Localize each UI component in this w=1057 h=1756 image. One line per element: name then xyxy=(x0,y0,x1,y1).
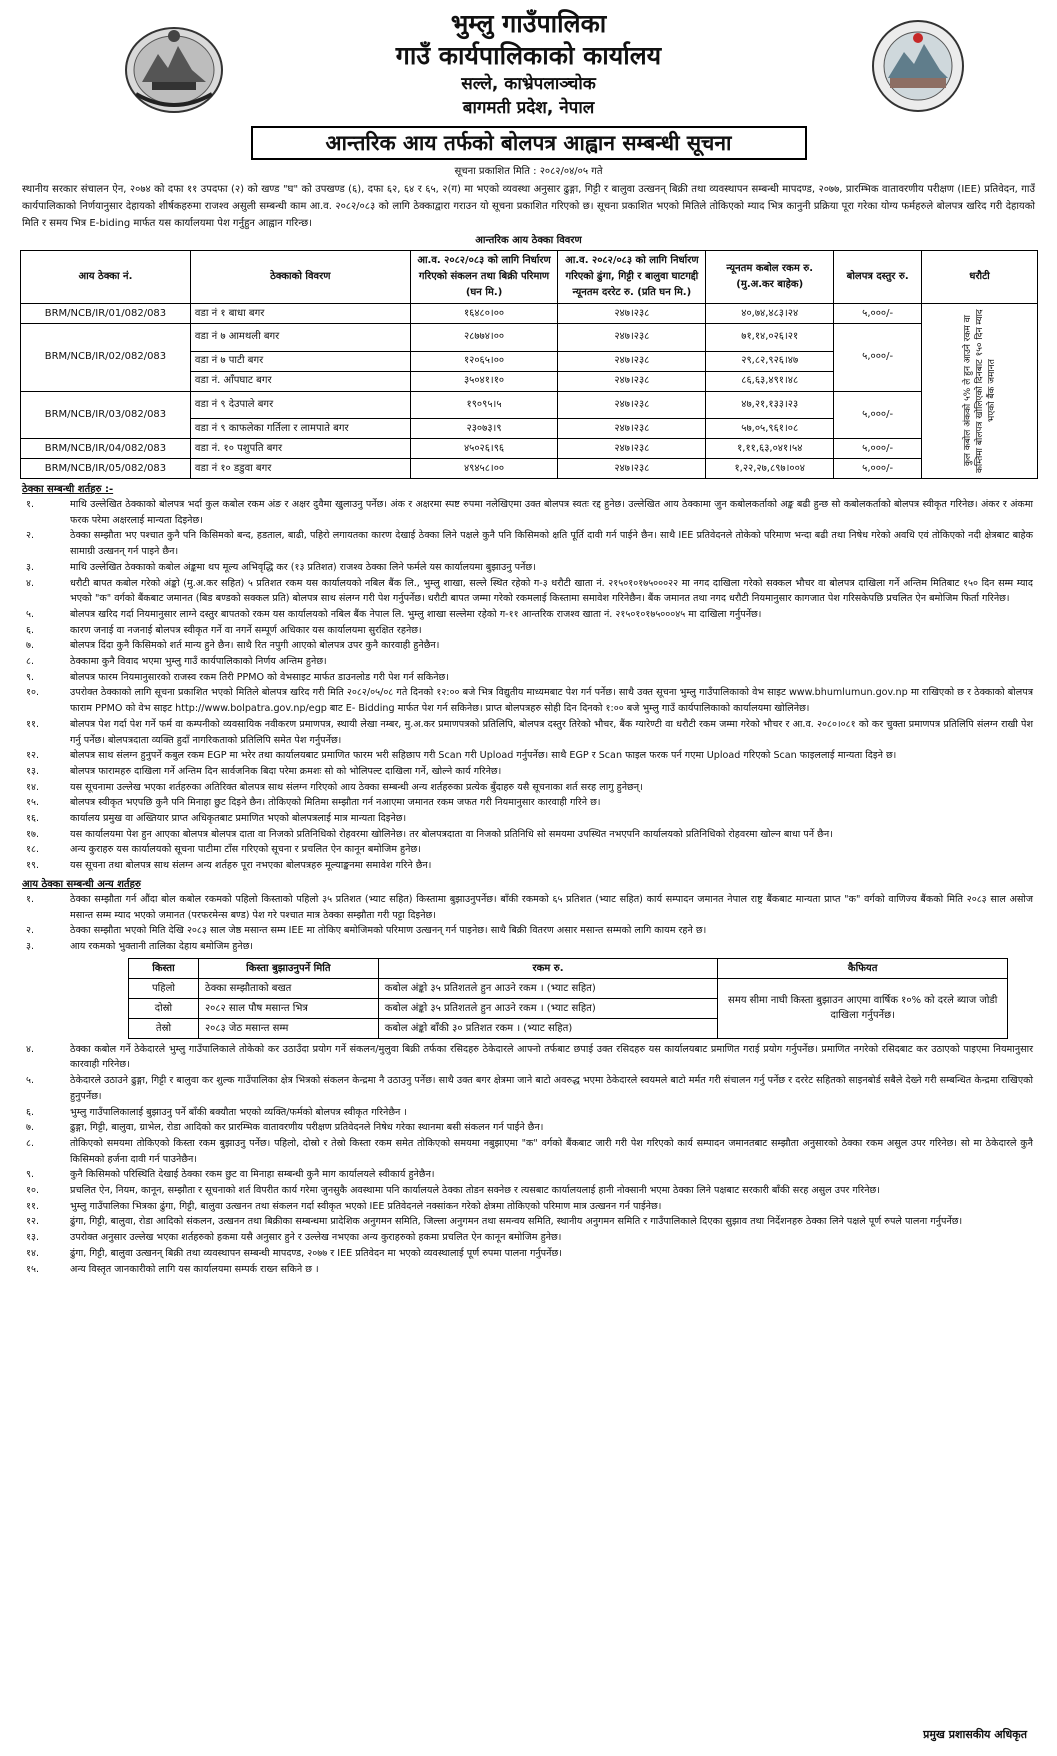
item-text: आय रकमको भुक्तानी तालिका देहाय बमोजिम हुनेछ। xyxy=(70,940,254,952)
rate: २४७।२३८ xyxy=(558,351,706,371)
item-text: अन्य कुराहरु यस कार्यालयको सूचना पाटीमा टाँस गरिएको सूचना र प्रचलित ऐन कानून बमोजिम हुनेछ। xyxy=(70,844,421,856)
list-item xyxy=(22,560,1039,576)
table-row xyxy=(21,439,1038,459)
list-item xyxy=(22,1262,1039,1278)
publish-date: सूचना प्रकाशित मिति : २०८२/०४/०५ गते xyxy=(454,166,603,177)
bid-fee: ५,०००/- xyxy=(834,391,922,439)
item-text: बोलपत्र दिंदा कुनै किसिमको शर्त मान्य हुने छैन। साथै रित नपुगी आएको बोलपत्र उपर कुनै कारवाही हुनेछैन। xyxy=(70,640,440,652)
item-text: बोलपत्र खरिद गर्दा नियमानुसार लाग्ने दस्तुर बापतको रकम यस कार्यालयको नबिल बैंक नेपाल लि. भुम्लु शाखा सल्लेमा रहेको ग-११ आन्तरिक राजश्व खाता नं. २१५०१०१७५०००४५ मा दाखिला गर्नुपर्नेछ। xyxy=(70,608,762,620)
rate: २४७।२३८ xyxy=(558,391,706,419)
installment-row xyxy=(129,978,1008,998)
item-text: बोलपत्र फारम नियमानुसारको राजस्व रकम तिरी PPMO को वेभसाइट मार्फत डाउनलोड गरी पेश गर्न सकिनेछ। xyxy=(70,671,449,683)
item-number: ५. xyxy=(26,1075,35,1087)
item-number: ४. xyxy=(26,577,35,589)
item-number: १३. xyxy=(26,765,40,777)
table-title: आन्तरिक आय ठेक्का विवरण xyxy=(475,235,582,246)
bid-fee: ५,०००/- xyxy=(834,439,922,459)
list-item xyxy=(22,1073,1039,1104)
item-text: ढुङ्गा, गिट्टी, बालुवा, ग्राभेल, रोडा आदिको कर प्रारम्भिक वातावरणीय परीक्षण प्रतिवेदनले निषेध गरेका स्थानमा बसी संकलन गर्न पाईने छैन। xyxy=(70,1122,544,1134)
municipality-logo-icon xyxy=(870,18,966,114)
item-text: उपरोक्त ठेक्काको लागि सूचना प्रकाशित भएको मितिले बोलपत्र खरिद गरी मिति २०८२/०५/०८ गते दिनको १२:०० बजे भित्र विद्युतीय माध्यमबाट पेश गर्न पर्नेछ। साथै उक्त सूचना भुम्लु गाउँपालिकाको वेभ साइट www.bhumlumun.gov.np मा राखिएको छ र ठेक्काको बोलपत्र फाराम PPMO को वेभ साइट http://www.bolpatra.gov.np/egp बाट E- Bidding मार्फत पेश गर्न सकिनेछ। प्राप्त बोलपत्रहरु सोही दिन दिनको १:०० बजे भुम्लु गाउँ कार्यपालिकाको कार्यालयमा खोलिनेछ। xyxy=(70,687,1033,715)
list-item xyxy=(22,939,1039,955)
rate: २४७।२३८ xyxy=(558,459,706,479)
list-item xyxy=(22,670,1039,686)
list-item xyxy=(22,827,1039,843)
quantity: ३५०४१।१० xyxy=(410,371,558,391)
list-item xyxy=(22,923,1039,939)
quantity: १९०९५।५ xyxy=(410,391,558,419)
list-item xyxy=(22,638,1039,654)
other-conditions-list-b xyxy=(18,1042,1039,1278)
item-number: ७. xyxy=(26,1122,35,1134)
list-item xyxy=(22,1136,1039,1167)
minimum-bid: ५७,०५,९६१।०८ xyxy=(706,419,834,439)
rate: २४७।२३८ xyxy=(558,439,706,459)
installment-remark: समय सीमा नाघी किस्ता बुझाउन आएमा वार्षिक १०% को दरले ब्याज जोडी दाखिला गर्नुपर्नेछ। xyxy=(718,978,1008,1038)
item-text: उपरोक्त अनुसार उल्लेख भएका शर्तहरुको हकमा यसै अनुसार हुने र उल्लेख नभएका अन्य कुराहरुको हकमा प्रचलित ऐन कानून बमोजिम हुनेछ। xyxy=(70,1232,562,1244)
contract-number: BRM/NCB/IR/05/082/083 xyxy=(21,459,191,479)
col-installment-remark: कैफियत xyxy=(718,958,1008,978)
contract-number: BRM/NCB/IR/02/082/083 xyxy=(21,324,191,392)
installment-name: दोस्रो xyxy=(129,998,199,1018)
item-number: ८. xyxy=(26,656,35,668)
item-text: धरौटी बापत कबोल गरेको अंङ्को (मु.अ.कर सहित) ५ प्रतिशत रकम यस कार्यालयको नबिल बैंक लि., भुम्लु शाखा, सल्ले स्थित रहेको ग-३ धरौटी खाता नं. २१५०१०१७५०००२२ मा नगद दाखिला गरेको सक्कल भौचर वा बोलपत्र दाखिला गर्ने अन्तिम मितिबाट १५० दिन सम्म म्याद भएको "क" वर्गको बैंकबाट जमानत (बिड बण्डको सक्कल प्रति) बोलपत्र साथ संलग्न गरी पेश गर्नुपर्नेछ। धरौटी बापत जम्मा गरेको रकमलाई किस्तामा समावेश गरिनेछैन। बैंक जमानत तथा नगद धरौटी नियमानुसार कागजात पेश गरिसकेपछि प्रचलित ऐन बमोजिम फिर्ता गरिनेछ। xyxy=(70,577,1033,605)
item-number: ११. xyxy=(26,718,40,730)
quantity: २८७७४।०० xyxy=(410,324,558,352)
list-item xyxy=(22,1105,1039,1121)
item-text: बोलपत्र साथ संलग्न हुनुपर्ने कबुल रकम EGP मा भरेर तथा कार्यालयबाट प्रमाणित फारम भरी सहिछाप गरी Scan गरी Upload गर्नुपर्नेछ। साथै EGP र Scan फाइल फरक पर्न गएमा Upload गरिएको Scan फाइललाई मान्यता दिइने छ। xyxy=(70,750,897,762)
other-conditions-heading: आय ठेक्का सम्बन्धी अन्य शर्तहरु xyxy=(22,878,141,890)
item-number: १२. xyxy=(26,1216,40,1228)
col-installment: किस्ता xyxy=(129,958,199,978)
quantity: १६४८०।०० xyxy=(410,304,558,324)
item-text: कुनै किसिमको परिस्थिति देखाई ठेक्का रकम छुट वा मिनाहा सम्बन्धी कुनै माग कार्यालयले स्वीकार्य हुनेछैन। xyxy=(70,1169,435,1181)
list-item xyxy=(22,748,1039,764)
contract-description: वडा नं ७ पाटी बगर xyxy=(190,351,410,371)
header xyxy=(18,0,1039,122)
item-number: १०. xyxy=(26,1185,40,1197)
item-text: यस सूचनामा उल्लेख भएका शर्तहरुका अतिरिक्त बोलपत्र साथ संलग्न गरिएको आय ठेक्का सम्बन्धी अन्य शर्तहरुका प्रत्येक बुँदाहरु यसै सूचनाका शर्त सरह लागु हुनेछन्। xyxy=(70,781,643,793)
minimum-bid: ४०,७४,४८३।२४ xyxy=(706,304,834,324)
item-text: ठेकेदारले उठाउने ढुङ्गा, गिट्टी र बालुवा कर शुल्क गाउँपालिका क्षेत्र भित्रको संकलन केन्द्रमा नै उठाउनु पर्नेछ। साथै उक्त बगर क्षेत्रमा जाने बाटो अवरुद्ध भएमा ठेकेदारले स्वयमले बाटो मर्मत गरी संचालन गर्नु पर्नेछ र दररेट सहितको साइनबोर्ड सबैले देख्ने गरी सम्बन्धित केन्द्रमा राखिएको हुनुपर्नेछ। xyxy=(70,1075,1033,1102)
item-number: ७. xyxy=(26,640,35,652)
deposit-note-cell xyxy=(922,304,1038,479)
list-item xyxy=(22,497,1039,528)
item-text: अन्य विस्तृत जानकारीको लागि यस कार्यालयमा सम्पर्क राख्न सकिने छ । xyxy=(70,1263,319,1275)
contract-description: वडा नं. आँपघाट बगर xyxy=(190,371,410,391)
minimum-bid: ८६,६३,४९१।४८ xyxy=(706,371,834,391)
col-installment-amount: रकम रु. xyxy=(378,958,718,978)
item-text: यस सूचना तथा बोलपत्र साथ संलग्न अन्य शर्तहरु पूरा नभएका बोलपत्रहरु मूल्याङ्कनमा समावेश गरिने छैन। xyxy=(70,860,432,872)
other-conditions-list-a xyxy=(18,892,1039,955)
item-number: १६. xyxy=(26,813,40,825)
contract-description: वडा नं १ बाधा बगर xyxy=(190,304,410,324)
item-number: १५. xyxy=(26,797,40,809)
item-number: ११. xyxy=(26,1200,40,1212)
col-contract-description: ठेक्काको विवरण xyxy=(190,251,410,304)
quantity: ४५०२६।९६ xyxy=(410,439,558,459)
list-item xyxy=(22,1230,1039,1246)
list-item xyxy=(22,528,1039,559)
list-item xyxy=(22,1199,1039,1215)
contract-description: वडा नं १० डडुवा बगर xyxy=(190,459,410,479)
bid-fee: ५,०००/- xyxy=(834,459,922,479)
item-number: ३. xyxy=(26,940,35,952)
item-number: १५. xyxy=(26,1263,40,1275)
list-item xyxy=(22,1167,1039,1183)
list-item xyxy=(22,654,1039,670)
conditions-list xyxy=(18,497,1039,874)
item-number: ३. xyxy=(26,561,35,573)
contract-number: BRM/NCB/IR/04/082/083 xyxy=(21,439,191,459)
item-text: ठेक्का सम्झौता भएको मिति देखि २०८३ साल जेष्ठ मसान्त सम्म IEE मा तोकिए बमोजिमको परिमाण उत्खनन् गर्न पाइनेछ। साथै बिक्री वितरण असार मसान्त सम्मको लागि कायम रहने छ। xyxy=(70,925,707,937)
item-text: ठेक्कामा कुनै विवाद भएमा भुम्लु गाउँ कार्यपालिकाको निर्णय अन्तिम हुनेछ। xyxy=(70,656,327,668)
minimum-bid: १,११,६३,०४१।५४ xyxy=(706,439,834,459)
installment-name: तेस्रो xyxy=(129,1018,199,1038)
list-item xyxy=(22,717,1039,748)
installment-amount: कबोल अंङ्को ३५ प्रतिशतले हुन आउने रकम । (भ्याट सहित) xyxy=(378,978,718,998)
list-item xyxy=(22,1246,1039,1262)
item-text: बोलपत्र पेश गर्दा पेश गर्ने फर्म वा कम्पनीको व्यवसायिक नवीकरण प्रमाणपत्र, स्थायी लेखा नम्बर, मु.अ.कर प्रमाणपत्रको प्रतिलिपि, बोलपत्र दस्तुर तिरेको भौचर, बैंक ग्यारेण्टी वा धरौटी रकम जम्मा गरेको भौचर र आ.व. २०८०।०८१ को कर चुक्ता प्रमाणपत्र प्रतिलिपि संलग्न राखी पेश गर्नु पर्नेछ। बोलपत्रदाता व्यक्ति हुदाँ नागरिकताको प्रतिलिपि समेत पेश गर्नुपर्नेछ। xyxy=(70,718,1033,746)
item-number: १. xyxy=(26,499,35,510)
item-number: १८. xyxy=(26,844,40,856)
list-item xyxy=(22,780,1039,796)
item-text: तोकिएको समयमा तोकिएको किस्ता रकम बुझाउनु पर्नेछ। पहिलो, दोस्रो र तेस्रो किस्ता रकम समेत तोकिएको समयमा नबुझाएमा "क" वर्गको बैंकबाट जारी गरी पेश गरिएको कार्य सम्पादन जमानतबाट सम्झौता अनुसारको ठेक्का रकम असुल उपर गरिनेछ। सो मा ठेकेदारले कुनै किसिमको हर्जना दावी गर्न पाउनेछैन। xyxy=(70,1137,1033,1165)
item-number: १. xyxy=(26,893,35,905)
list-item xyxy=(22,842,1039,858)
contract-table xyxy=(20,250,1038,479)
table-row xyxy=(21,459,1038,479)
contract-description: वडा नं. १० पशुपति बगर xyxy=(190,439,410,459)
minimum-bid: ७१,१४,०२६।२१ xyxy=(706,324,834,352)
contract-description: वडा नं ९ देउपाले बगर xyxy=(190,391,410,419)
item-number: ८. xyxy=(26,1137,35,1149)
item-text: ढुंगा, गिट्टी, बालुवा, रोडा आदिको संकलन, उत्खनन तथा बिक्रीका सम्बन्धमा प्रादेशिक अनुगमन समिति, जिल्ला अनुगमन तथा समन्वय समिति, स्थानीय अनुगमन समिति र गाउँपालिकाले दिएका सुझाव तथा निर्देशनहरु ठेक्का लिने पक्षले पूर्ण रुपले पालना गर्नुपर्नेछ। xyxy=(70,1216,963,1228)
item-number: ४. xyxy=(26,1043,35,1055)
list-item xyxy=(22,685,1039,716)
list-item xyxy=(22,858,1039,874)
minimum-bid: ४७,२१,१३३।२३ xyxy=(706,391,834,419)
item-number: १३. xyxy=(26,1232,40,1244)
item-number: १७. xyxy=(26,828,40,840)
item-number: १२. xyxy=(26,750,40,762)
item-text: माथि उल्लेखित ठेक्काको बोलपत्र भर्दा कुल कबोल रकम अंङ र अक्षर दुवैमा खुलाउनु पर्नेछ। अंक र अक्षरमा स्पष्ट रुपमा नलेखिएमा उक्त बोलपत्र स्वतः रद्द हुनेछ। उल्लेखित आय ठेक्कामा जुन कबोलकर्ताको अङ्क बढी हुन्छ सो कबोलकर्ताको बोलपत्र स्वीकृत गरिनेछ। अंकर र अंकमा फरक परेमा अक्षरलाई मान्यता दिइनेछ। xyxy=(70,499,1033,526)
minimum-bid: २९,८२,९२६।४७ xyxy=(706,351,834,371)
installment-header-row xyxy=(129,958,1008,978)
list-item xyxy=(22,576,1039,607)
conditions-heading: ठेक्का सम्बन्धी शर्तहरु :- xyxy=(22,484,114,495)
item-number: १०. xyxy=(26,687,40,699)
list-item xyxy=(22,1214,1039,1230)
item-number: ९. xyxy=(26,671,35,683)
contract-number: BRM/NCB/IR/03/082/083 xyxy=(21,391,191,439)
item-text: भुम्लु गाउँपालिका भित्रका ढुंगा, गिट्टी, बालुवा उत्खनन तथा संकलन गर्दा स्वीकृत भएको IEE प्रतिवेदनले नक्सांकन गरेको क्षेत्रमा तोकिएको परिमाण मात्र उत्खनन गर्न पाईनेछ। xyxy=(70,1200,662,1212)
item-text: ठेक्का कबोल गर्ने ठेकेदारले भुम्लु गाउँपालिकाले तोकेको कर उठाउँदा प्रयोग गर्ने संकलन/मुलुवा बिक्री तर्फका रसिदहरु ठेकेदारले आफ्नो तर्फबाट छपाई उक्त रसिदहरु यस कार्यालयबाट प्रमाणित गराई प्रयोग गर्नुपर्नेछ। प्रमाणित नगरेको रसिदबाट कर उठाएको पाइएमा नियमानुसार कारवाही गरिनेछ। xyxy=(70,1043,1033,1071)
office-name: गाउँ कार्यपालिकाको कार्यालय xyxy=(395,41,662,70)
list-item xyxy=(22,1042,1039,1073)
contract-description: वडा नं ९ काफलेका गर्तिला र लामपाते बगर xyxy=(190,419,410,439)
municipality-name: भुम्लु गाउँपालिका xyxy=(450,9,607,38)
col-deposit: धरौटी xyxy=(922,251,1038,304)
table-row xyxy=(21,324,1038,352)
installment-amount: कबोल अंङ्को बाँकी ३० प्रतिशत रकम । (भ्याट सहित) xyxy=(378,1018,718,1038)
item-number: ५. xyxy=(26,608,35,620)
item-number: ६. xyxy=(26,624,35,636)
table-row xyxy=(21,304,1038,324)
deposit-note: कुल कबोल अंकको ५% ले हुन आउने रकम वा कम्तिमा बोलपत्र खोलिएको दिनबाट १५० दिन म्याद भएको बैंक जमानत xyxy=(962,309,997,473)
list-item xyxy=(22,795,1039,811)
bid-fee: ५,०००/- xyxy=(834,324,922,392)
office-province: बागमती प्रदेश, नेपाल xyxy=(462,98,595,118)
intro-paragraph: स्थानीय सरकार संचालन ऐन, २०७४ को दफा ११ उपदफा (२) को खण्ड "घ" को उपखण्ड (६), दफा ६२, ६४ र ६५, २(ग) मा भएको व्यवस्था अनुसार ढुङ्गा, गिट्टी र बालुवा उत्खनन् बिक्री तथा व्यवस्थापन सम्बन्धी मापदण्ड, २०७७, प्रारम्भिक वातावरणीय परीक्षण (IEE) प्रतिवेदन, गाउँ कार्यपालिकाको निर्णयानुसार देहायको शीर्षकहरुमा राजश्व असुली सम्बन्धी काम आ.व. २०८२/०८३ को लागि ठेक्काद्वारा गराउन यो सूचना प्रकाशित गरिएको छ। सूचना प्रकाशित भएको मितिले तोकिएको म्याद भित्र कानुनी प्रक्रिया पूरा गरेका योग्य फर्महरुले बोलपत्र खरिद गरी देहायको मिति र समय भित्र E-biding मार्फत यस कार्यालयमा पेश गर्नुहुन आह्वान गरिन्छ। xyxy=(22,184,1035,229)
item-number: २. xyxy=(26,530,35,542)
item-text: ढुंगा, गिट्टी, बालुवा उत्खनन् बिक्री तथा व्यवस्थापन सम्बन्धी मापदण्ड, २०७७ र IEE प्रतिवेदन मा भएको व्यवस्थालाई पूर्ण रुपमा पालना गर्नुपर्नेछ। xyxy=(70,1247,562,1259)
signature-title: प्रमुख प्रशासकीय अधिकृत xyxy=(923,1728,1027,1741)
quantity: २३०७३।९ xyxy=(410,419,558,439)
list-item xyxy=(22,1120,1039,1136)
col-bid-fee: बोलपत्र दस्तुर रु. xyxy=(834,251,922,304)
contract-description: वडा नं ७ आमथली बगर xyxy=(190,324,410,352)
item-text: कार्यालय प्रमुख वा अख्तियार प्राप्त अधिकृतबाट प्रमाणित भएको बोलपत्रलाई मात्र मान्यता दिइनेछ। xyxy=(70,813,407,825)
item-text: प्रचलित ऐन, नियम, कानून, सम्झौता र सूचनाको शर्त विपरीत कार्य गरेमा जुनसुकै अवस्थामा पनि कार्यालयले ठेक्का तोडन सक्नेछ र त्यसबाट कार्यालयलाई हानी नोक्सानी भएमा ठेक्का लिने पक्षबाट सरकारी बाँकी सरह असुल उपर गरिनेछ। xyxy=(70,1185,880,1197)
list-item xyxy=(22,764,1039,780)
contract-number: BRM/NCB/IR/01/082/083 xyxy=(21,304,191,324)
minimum-bid: १,२२,२७,८९७।००४ xyxy=(706,459,834,479)
item-text: यस कार्यालयमा पेश हुन आएका बोलपत्र बोलपत्र दाता वा निजको प्रतिनिधिको रोहवरमा खोलिनेछ। तर बोलपत्रदाता वा निजको प्रतिनिधि सो समयमा उपस्थित नभएपनि कार्यालयको प्रतिनिधिको रोहवरमा खोल्न बाधा पर्ने छैन। xyxy=(70,828,833,840)
rate: २४७।२३८ xyxy=(558,371,706,391)
rate: २४७।२३८ xyxy=(558,324,706,352)
installment-name: पहिलो xyxy=(129,978,199,998)
list-item xyxy=(22,1183,1039,1199)
installment-date: ठेक्का सम्झौताको बखत xyxy=(198,978,378,998)
list-item xyxy=(22,607,1039,623)
item-text: माथि उल्लेखित ठेक्काको कबोल अंङ्कमा थप मूल्य अभिवृद्धि कर (१३ प्रतिशत) राजश्व ठेक्का लिने फर्मले यस कार्यालयमा बुझाउनु पर्नेछ। xyxy=(70,561,536,573)
list-item xyxy=(22,623,1039,639)
item-number: १४. xyxy=(26,781,40,793)
col-quantity: आ.व. २०८२/०८३ को लागि निर्धारण गरिएको संकलन तथा बिक्री परिमाण (घन मि.) xyxy=(410,251,558,304)
item-text: ठेक्का सम्झौता गर्न औंदा बोल कबोल रकमको पहिलो किस्ताको पहिलो ३५ प्रतिशत (भ्याट सहित) किस्तामा बुझाउनुपर्नेछ। बाँकी रकमको ६५ प्रतिशत (भ्याट सहित) कार्य सम्पादन जमानत नेपाल राष्ट्र बैंकबाट मान्यता प्राप्त "क" वर्गको वाणिज्य बैंकको मिति २०८३ साल असोज मसान्त सम्म म्याद भएको जमानत (परफरमेन्स बण्ड) पेश गरे पश्चात मात्र ठेक्का सम्झौता गरी पट्टा दिइनेछ। xyxy=(70,893,1034,921)
item-text: कारण जनाई वा नजनाई बोलपत्र स्वीकृत गर्ने वा नगर्ने सम्पूर्ण अधिकार यस कार्यालयमा सुरक्षित रहनेछ। xyxy=(70,624,422,636)
table-row xyxy=(21,391,1038,419)
item-number: १४. xyxy=(26,1247,40,1259)
installment-date: २०८२ साल पौष मसान्त भित्र xyxy=(198,998,378,1018)
quantity: १२०६५।०० xyxy=(410,351,558,371)
item-text: बोलपत्र स्वीकृत भएपछि कुनै पनि मिनाहा छुट दिइने छैन। तोकिएको मितिमा सम्झौता गर्न नआएमा जमानत रकम जफत गरी नियमानुसार कारवाही गरिने छ। xyxy=(70,797,601,809)
rate: २४७।२३८ xyxy=(558,304,706,324)
installment-date: २०८३ जेठ मसान्त सम्म xyxy=(198,1018,378,1038)
notice-title: आन्तरिक आय तर्फको बोलपत्र आह्वान सम्बन्धी सूचना xyxy=(251,126,807,160)
installment-amount: कबोल अंङ्को ३५ प्रतिशतले हुन आउने रकम । (भ्याट सहित) xyxy=(378,998,718,1018)
list-item xyxy=(22,811,1039,827)
item-text: बोलपत्र फारामहरु दाखिला गर्ने अन्तिम दिन सार्वजनिक बिदा परेमा क्रमशः सो को भोलिपल्ट दाखिला गर्ने, खोल्ने कार्य गरिनेछ। xyxy=(70,765,502,777)
col-rate: आ.व. २०८२/०८३ को लागि निर्धारण गरिएको ढुंगा, गिट्टी र बालुवा घाटगद्दी न्यूनतम दररेट रु. (प्रति घन मि.) xyxy=(558,251,706,304)
item-number: ६. xyxy=(26,1106,35,1118)
col-installment-date: किस्ता बुझाउनुपर्ने मिति xyxy=(198,958,378,978)
bid-fee: ५,०००/- xyxy=(834,304,922,324)
quantity: ४९४५८।०० xyxy=(410,459,558,479)
list-item xyxy=(22,892,1039,923)
table-header-row xyxy=(21,251,1038,304)
col-minimum-bid: न्यूनतम कबोल रकम रु. (मु.अ.कर बाहेक) xyxy=(706,251,834,304)
item-text: ठेक्का सम्झौता भए पश्चात कुनै पनि किसिमको बन्द, हडताल, बाढी, पहिरो लगायतका कारण देखाई ठेक्का लिने पक्षले कुनै पनि किसिमको क्षति पूर्ति दावी गर्न पाईने छैन। साथै IEE प्रतिवेदनले तोकेको परिमाण भन्दा बढी तथा निषेध गरेको अवधि एवं तोकिएको नदी क्षेत्रबाट बाहेक सामाग्री उत्खनन् गर्न पाइने छैन। xyxy=(70,530,1033,558)
item-number: १९. xyxy=(26,860,40,872)
item-number: २. xyxy=(26,925,35,937)
office-location: सल्ले, काभ्रेपलाञ्चोक xyxy=(461,74,596,94)
installment-table xyxy=(128,958,1008,1039)
rate: २४७।२३८ xyxy=(558,419,706,439)
item-number: ९. xyxy=(26,1169,35,1181)
col-contract-number: आय ठेक्का नं. xyxy=(21,251,191,304)
item-text: भुम्लु गाउँपालिकालाई बुझाउनु पर्ने बाँकी बक्यौता भएको व्यक्ति/फर्मको बोलपत्र स्वीकृत गरिनेछैन । xyxy=(70,1106,408,1118)
